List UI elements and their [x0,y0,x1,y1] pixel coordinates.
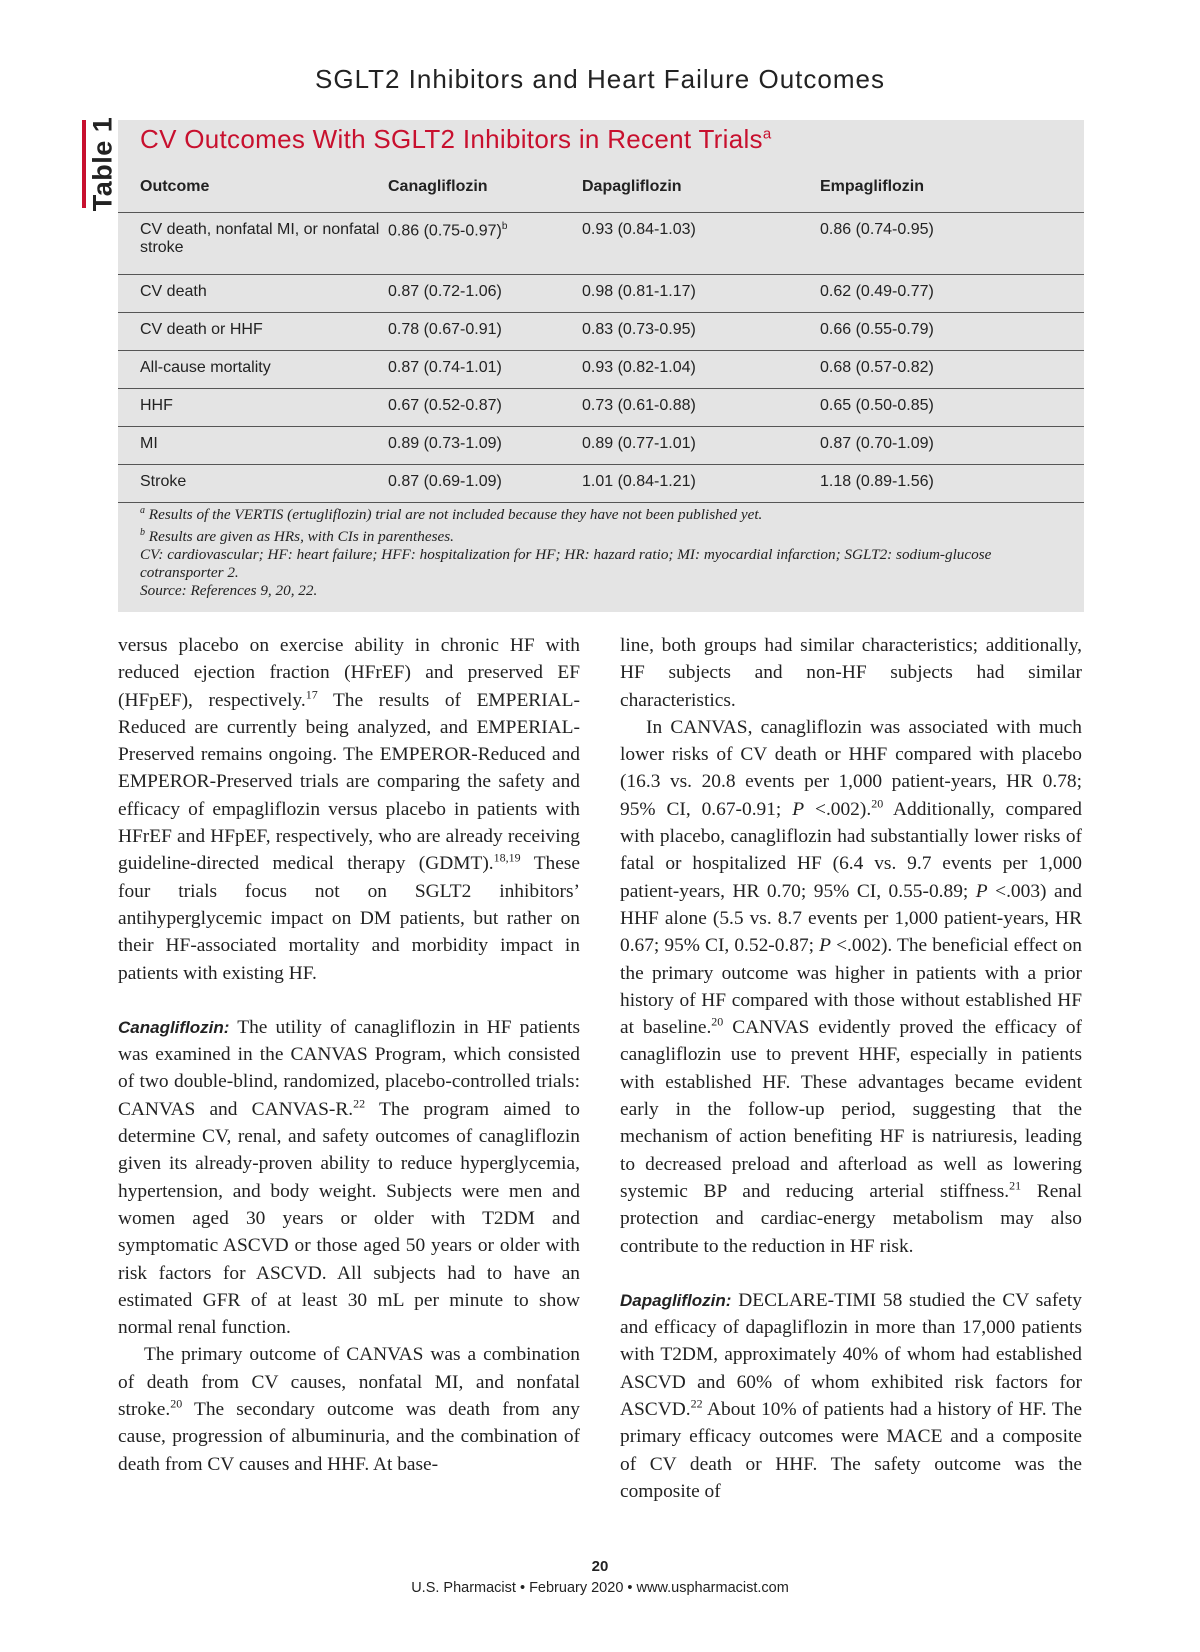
cell-canagliflozin: 0.87 (0.69-1.09) [388,465,582,503]
cell-outcome: CV death or HHF [118,313,388,351]
cell-empagliflozin: 0.66 (0.55-0.79) [820,313,1084,351]
paragraph: The primary outcome of CANVAS was a combination of death from CV causes, nonfatal MI, and nonfatal stroke.$^{20}$ The secondary outcome was death from any cause, progression of albuminuria, and the combination of death from CV causes and HHF. At base- [118,1344,580,1475]
table-row [118,465,1084,503]
cell-canagliflozin: 0.67 (0.52-0.87) [388,389,582,427]
page-footer: U.S. Pharmacist • February 2020 • www.uspharmacist.com [411,1580,789,1596]
cell-dapagliflozin: 0.98 (0.81-1.17) [582,275,820,313]
cell-empagliflozin: 0.62 (0.49-0.77) [820,275,1084,313]
table-tab [82,116,120,212]
cell-dapagliflozin: 0.93 (0.84-1.03) [582,213,820,275]
table-row [118,389,1084,427]
footnote-source: Source: References 9, 20, 22. [140,582,318,600]
cell-canagliflozin: 0.87 (0.74-1.01) [388,351,582,389]
table-tab-label: Table 1 [87,116,118,212]
cell-outcome: CV death, nonfatal MI, or nonfatal stroke [118,213,388,275]
section-heading-dapagliflozin: Dapagliflozin: [620,1290,732,1310]
paragraph: In CANVAS, canagliflozin was associated with much lower risks of CV death or HHF compared with placebo (16.3 vs. 20.8 events per 1,000 patient-years, HR 0.78; 95% CI, 0.67-0.91; P <.002).$^{20}$ Additionally, compared with placebo, canagliflozin had substantially lower risks of fatal or hospitalized HF (6.4 vs. 9.7 events per 1,000 patient-years, HR 0.70; 95% CI, 0.55-0.89; P <.003) and HHF alone (5.5 vs. 8.7 events per 1,000 patient-years, HR 0.67; 95% CI, 0.52-0.87; P <.002). The beneficial effect on the primary outcome was higher in patients with a prior history of HF compared with those without established HF at baseline.$^{20}$ CANVAS evidently proved the efficacy of canagliflozin use to prevent HHF, especially in patients with established HF. These advantages became evident early in the follow-up period, suggesting that the mechanism of action benefiting HF is natriuresis, leading to decreased preload and afterload as well as lowering systemic BP and reducing arterial stiffness.$^{21}$ Renal protection and cardiac-energy metabolism may also contribute to the reduction in HF risk. [620,716,1082,1257]
table-row [118,351,1084,389]
paragraph: Canagliflozin: The utility of canagliflozin in HF patients was examined in the CANVAS Program, which consisted of two double-blind, randomized, placebo-controlled trials: CANVAS and CANVAS-R.$^{22}$ The program aimed to determine CV, renal, and safety outcomes of canagliflozin given its already-proven ability to reduce hyperglycemia, hypertension, and body weight. Subjects were men and women aged 30 years or older with T2DM and symptomatic ASCVD or those aged 50 years or older with risk factors for ASCVD. All subjects had to have an estimated GFR of at least 30 mL per minute to show normal renal function. [118,1016,581,1339]
footnote-a: $^a$ Results of the VERTIS (ertugliflozin) trial are not included because they have not been published yet. [140,505,763,524]
cell-dapagliflozin: 0.93 (0.82-1.04) [582,351,820,389]
header-outcome: Outcome [118,162,388,213]
section-heading-canagliflozin: Canagliflozin: [118,1017,230,1037]
header-empagliflozin: Empagliflozin [820,162,1084,213]
cell-canagliflozin: 0.87 (0.72-1.06) [388,275,582,313]
cell-outcome: MI [118,427,388,465]
paragraph: Dapagliflozin: DECLARE-TIMI 58 studied the CV safety and efficacy of dapagliflozin in more than 17,000 patients with T2DM, approximately 40% of whom had established ASCVD and 60% of whom exhibited risk factors for ASCVD.$^{22}$ About 10% of patients had a history of HF. The primary efficacy outcomes were MACE and a composite of CV death or HHF. The safety outcome was the composite of [620,1289,1082,1502]
table-box [118,120,1084,612]
page-number: 20 [591,1558,609,1575]
cell-dapagliflozin: 0.73 (0.61-0.88) [582,389,820,427]
header-canagliflozin: Canagliflozin [388,162,582,213]
right-column [620,632,1082,1505]
cell-outcome: HHF [118,389,388,427]
cell-outcome: All-cause mortality [118,351,388,389]
table-row [118,313,1084,351]
cell-empagliflozin: 1.18 (0.89-1.56) [820,465,1084,503]
footnote-b: $^b$ Results are given as HRs, with CIs in parentheses. [140,527,454,546]
cell-empagliflozin: 0.68 (0.57-0.82) [820,351,1084,389]
paragraph: line, both groups had similar characteristics; additionally, HF subjects and non-HF subjects had similar characteristics. [620,635,1082,711]
left-column [118,632,580,1478]
table-footnotes [140,502,1060,600]
cell-dapagliflozin: 0.89 (0.77-1.01) [582,427,820,465]
table-row [118,427,1084,465]
outcomes-table [118,162,1084,503]
cell-canagliflozin: 0.89 (0.73-1.09) [388,427,582,465]
footnote-abbreviations: CV: cardiovascular; HF: heart failure; HFF: hospitalization for HF; HR: hazard ratio; MI: myocardial infarction; SGLT2: sodium-glucose cotransporter 2. [140,546,992,582]
cell-dapagliflozin: 1.01 (0.84-1.21) [582,465,820,503]
table-header-row [118,162,1084,213]
cell-empagliflozin: 0.87 (0.70-1.09) [820,427,1084,465]
cell-canagliflozin: 0.86 $(0.75-0.97)^b$ [388,213,582,275]
table-title-footnote-mark: a [762,125,772,143]
table-row [118,213,1084,275]
running-head: SGLT2 Inhibitors and Heart Failure Outcomes [315,64,885,94]
cell-outcome: CV death [118,275,388,313]
cell-outcome: Stroke [118,465,388,503]
cell-empagliflozin: 0.65 (0.50-0.85) [820,389,1084,427]
table-title: CV Outcomes With SGLT2 Inhibitors in Recent Trials$^a$ [140,124,772,154]
table-row [118,275,1084,313]
paragraph: versus placebo on exercise ability in chronic HF with reduced ejection fraction (HFrEF) and preserved EF (HFpEF), respectively.$^{17}$ The results of EMPERIAL-Reduced are currently being analyzed, and EMPERIAL-Preserved remains ongoing. The EMPEROR-Reduced and EMPEROR-Preserved trials are comparing the safety and efficacy of empagliflozin versus placebo in patients with HFrEF and HFpEF, respectively, who are already receiving guideline-directed medical therapy (GDMT).$^{18,19}$ These four trials focus not on SGLT2 inhibitors’ antihyperglycemic impact on DM patients, but rather on their HF-associated mortality and morbidity impact in patients with existing HF. [118,635,581,984]
cell-dapagliflozin: 0.83 (0.73-0.95) [582,313,820,351]
cell-canagliflozin: 0.78 (0.67-0.91) [388,313,582,351]
header-dapagliflozin: Dapagliflozin [582,162,820,213]
cell-empagliflozin: 0.86 (0.74-0.95) [820,213,1084,275]
